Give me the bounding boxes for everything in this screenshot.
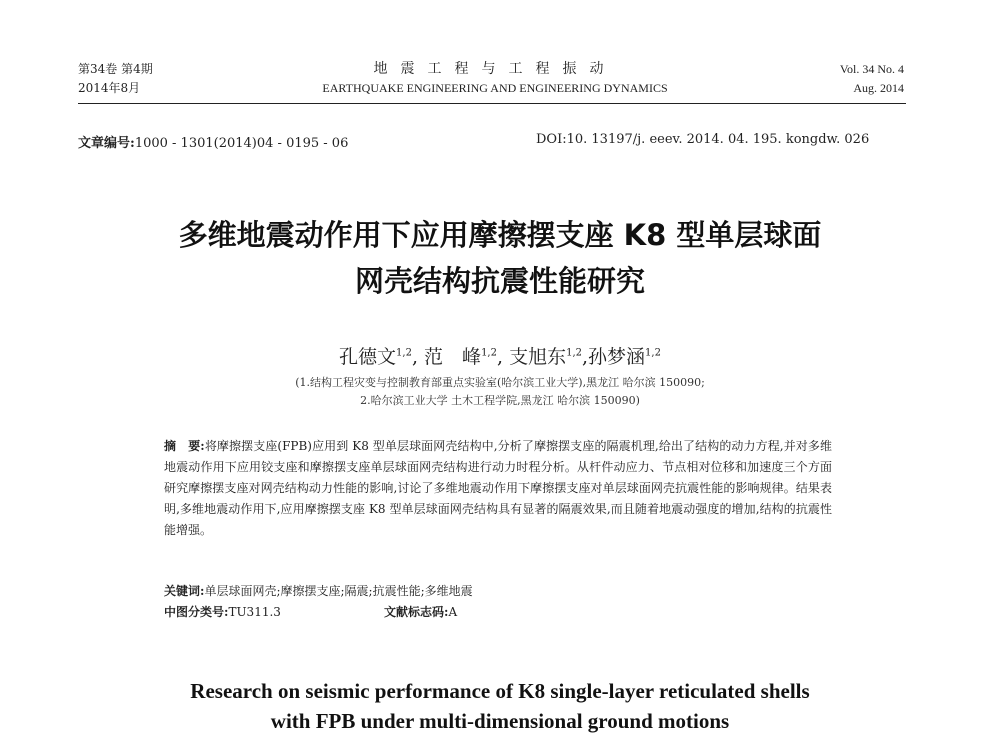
- document-code-label: 文献标志码:: [384, 605, 449, 619]
- keywords-label: 关键词:: [164, 584, 205, 598]
- paper-title-en: [0, 676, 1000, 736]
- keywords-text: 单层球面网壳;摩擦摆支座;隔震;抗震性能;多维地震: [204, 584, 473, 598]
- paper-title-zh-line1: 多维地震动作用下应用摩擦摆支座 K8 型单层球面: [178, 218, 822, 252]
- affiliation-line: (1.结构工程灾变与控制教育部重点实验室(哈尔滨工业大学),黑龙江 哈尔滨 150090;: [295, 376, 705, 389]
- author-list: [0, 342, 1000, 369]
- date-en: Aug. 2014: [853, 81, 904, 95]
- paper-title-en-line1: Research on seismic performance of K8 single-layer reticulated shells: [190, 679, 810, 703]
- affiliations: [0, 374, 1000, 410]
- journal-name-en: EARTHQUAKE ENGINEERING AND ENGINEERING DYNAMICS: [322, 81, 668, 95]
- paper-title-en-line2: with FPB under multi-dimensional ground motions: [270, 709, 730, 733]
- volume-en: Vol. 34 No. 4: [839, 62, 904, 76]
- doi-label: DOI:: [536, 132, 567, 147]
- author-name: 支旭东: [509, 346, 567, 368]
- header-center: [260, 60, 730, 98]
- author-separator: ,: [496, 346, 510, 368]
- date-zh: 2014年8月: [78, 81, 141, 95]
- affiliation-line: 2.哈尔滨工业大学 土木工程学院,黑龙江 哈尔滨 150090): [360, 394, 640, 407]
- article-number-label: 文章编号:: [78, 136, 135, 151]
- keywords: [164, 582, 832, 599]
- document-code-value: A: [448, 605, 458, 619]
- article-number-value: 1000 - 1301(2014)04 - 0195 - 06: [134, 136, 349, 151]
- abstract-label: 摘 要:: [164, 439, 205, 453]
- article-number: [78, 132, 348, 151]
- author-affiliation-mark: 1,2: [481, 347, 497, 359]
- doi-value: 10. 13197/j. eeev. 2014. 04. 195. kongdw. 026: [566, 132, 870, 147]
- author-name: 孔德文: [339, 346, 397, 368]
- paper-title-zh: [0, 212, 1000, 304]
- header-left: [78, 60, 153, 98]
- clc-value: TU311.3: [228, 605, 281, 619]
- document-code: [384, 603, 457, 620]
- abstract: [164, 436, 832, 541]
- volume-zh: 第34卷 第4期: [78, 62, 153, 76]
- author-affiliation-mark: 1,2: [566, 347, 582, 359]
- journal-name-zh: 地震工程与工程振动: [373, 61, 617, 77]
- header-right: [840, 60, 904, 98]
- author-name: 梦涵: [607, 346, 646, 368]
- author-affiliation-mark: 1,2: [396, 347, 412, 359]
- doi: [536, 132, 869, 147]
- author-separator: ,孙: [581, 346, 608, 368]
- author-affiliation-mark: 1,2: [645, 347, 661, 359]
- author-separator: ,: [411, 346, 425, 368]
- clc-label: 中图分类号:: [164, 605, 229, 619]
- abstract-text: 将摩擦摆支座(FPB)应用到 K8 型单层球面网壳结构中,分析了摩擦摆支座的隔震机理,给出了结构的动力方程,并对多维地震动作用下应用铰支座和摩擦摆支座单层球面网壳结构进行动力时程分析。从杆件动应力、节点相对位移和加速度三个方面研究摩擦摆支座对网壳结构动力性能的影响,讨论了多维地震动作用下摩擦摆支座对单层球面网壳抗震性能的影响规律。结果表明,多维地震动作用下,应用摩擦摆支座 K8 型单层球面网壳结构具有显著的隔震效果,而且随着地震动强度的增加,结构的抗震性能增强。: [164, 439, 833, 537]
- paper-title-zh-line2: 网壳结构抗震性能研究: [354, 264, 645, 298]
- author-name: 范 峰: [424, 346, 482, 368]
- header-rule: [78, 103, 906, 104]
- clc-number: [164, 603, 281, 620]
